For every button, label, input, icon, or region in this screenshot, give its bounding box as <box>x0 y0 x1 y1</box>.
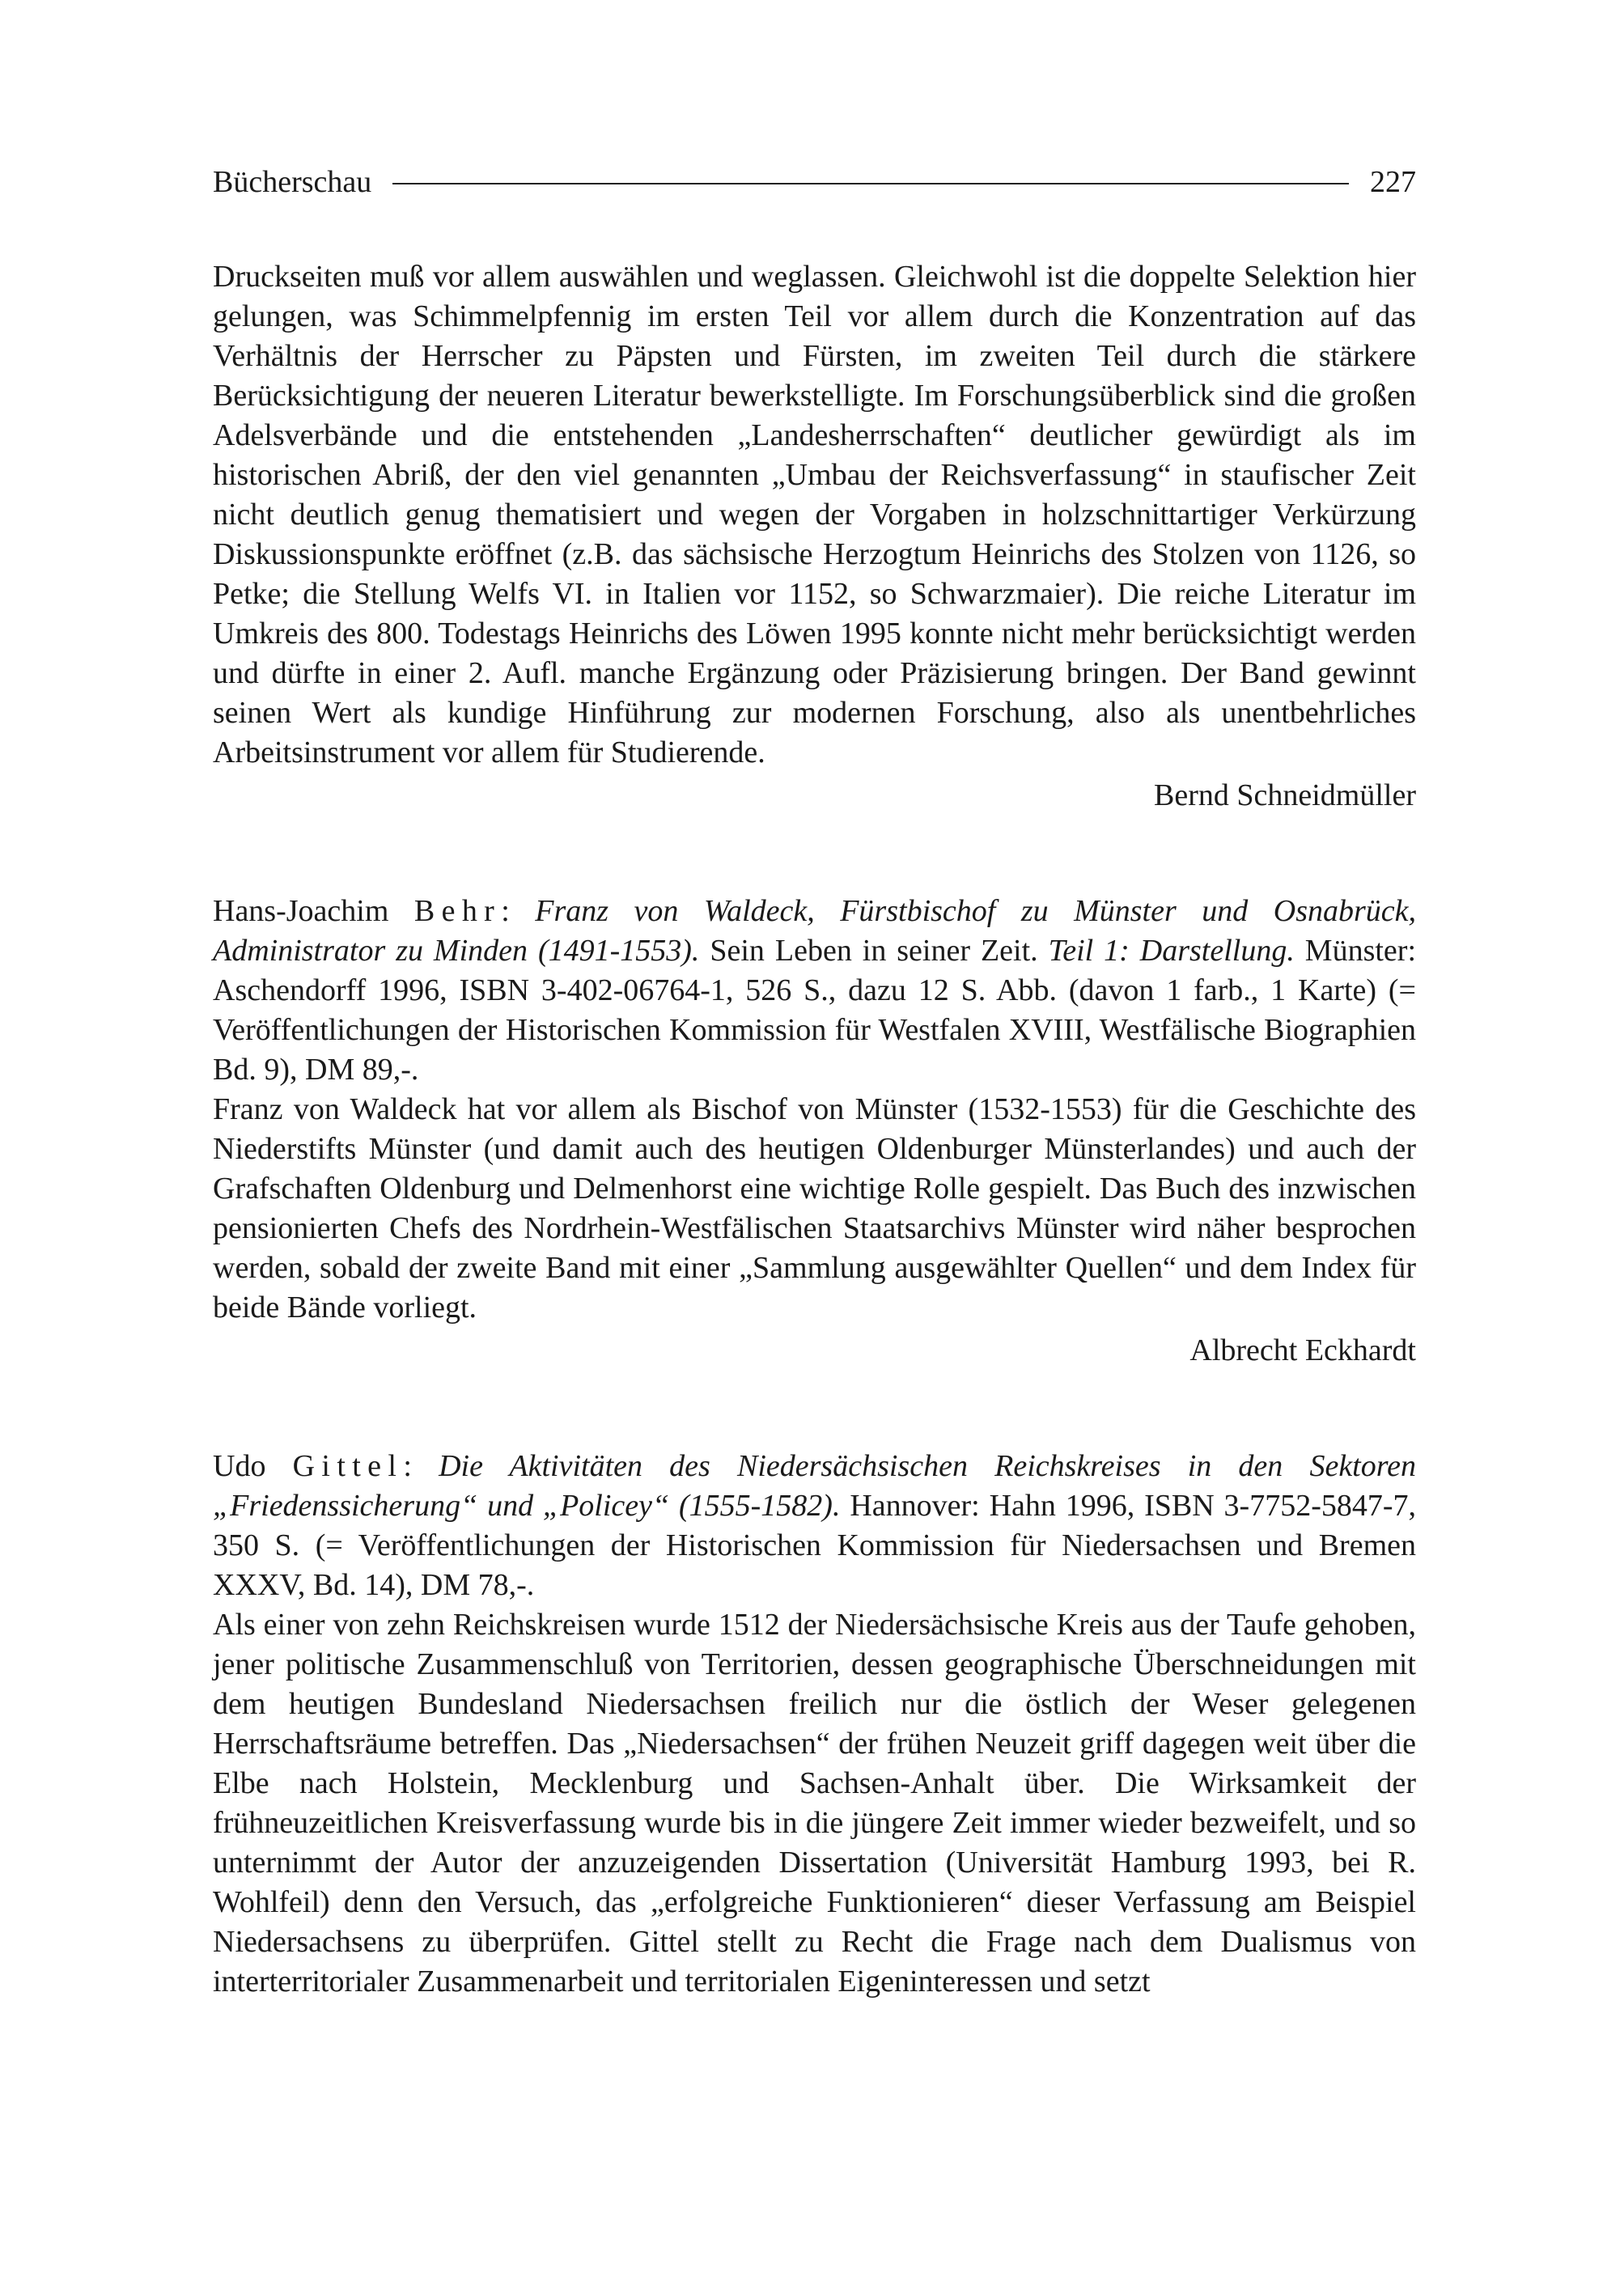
book-imprint: Hannover: Hahn 1996, ISBN 3-7752-5847-7, 350 S. (= Veröffentlichungen der Historischen Kommission für Niedersachsen und Bremen XXXV, Bd. 14), DM 78,-. <box>213 1489 1417 1602</box>
review-text: Franz von Waldeck hat vor allem als Bischof von Münster (1532-1553) für die Geschichte des Niederstifts Münster (und damit auch des heutigen Oldenburger Münsterlandes) und auch der Grafschaften Oldenburg und Delmenhorst eine wichtige Rolle gespielt. Das Buch des inzwischen pensionierten Chefs des Nordrhein-Westfälischen Staatsarchivs Münster wird näher besprochen werden, sobald der zweite Band mit einer „Sammlung ausgewählter Quellen“ und dem Index für beide Bände vorliegt. <box>213 1092 1416 1325</box>
page-number: 227 <box>1370 165 1416 199</box>
bibliographic-entry <box>213 892 1416 1090</box>
review-gittel <box>213 1447 1416 2002</box>
review-text: Als einer von zehn Reichskreisen wurde 1512 der Niedersächsische Kreis aus der Taufe gehoben, jener politische Zusammenschluß von Territorien, dessen geographische Überschneidungen mit dem heutigen Bundesland Niedersachsen freilich nur die östlich der Weser gelegenen Herrschaftsräume betreffen. Das „Niedersachsen“ der frühen Neuzeit griff dagegen weit über die Elbe nach Holstein, Mecklenburg und Sachsen-Anhalt über. Die Wirksamkeit der frühneuzeitlichen Kreisverfassung wurde bis in die jüngere Zeit immer wieder bezweifelt, und so unternimmt der Autor der anzuzeigenden Dissertation (Universität Hamburg 1993, bei R. Wohlfeil) denn den Versuch, das „erfolgreiche Funktionieren“ dieser Verfassung am Beispiel Niedersachsens zu überprüfen. Gittel stellt zu Recht die Frage nach dem Dualismus von interterritorialer Zusammenarbeit und territorialen Eigeninteressen und setzt <box>213 1608 1416 1998</box>
book-part: Teil 1: Darstellung. <box>1048 934 1295 968</box>
review-behr <box>213 892 1416 1371</box>
running-header <box>213 164 1416 200</box>
author-last-name: Gittel <box>292 1449 404 1483</box>
running-title: Bücherschau <box>213 165 372 199</box>
review-schimmelpfennig <box>213 257 1416 816</box>
author-separator: : <box>403 1449 412 1483</box>
reviewer-signature: Bernd Schneidmüller <box>1154 778 1416 812</box>
author-first-name: Hans-Joachim <box>213 894 389 928</box>
book-title: Franz von Waldeck, Fürstbischof zu Münster und Osnabrück, Administrator zu Minden (1491-1553). <box>213 894 1417 968</box>
author-first-name: Udo <box>213 1449 266 1483</box>
book-imprint: Münster: Aschendorff 1996, ISBN 3-402-06764-1, 526 S., dazu 12 S. Abb. (davon 1 farb., 1 Karte) (= Veröffentlichungen der Historischen Kommission für Westfalen XVIII, Westfälische Biographien Bd. 9), DM 89,-. <box>213 934 1417 1087</box>
review-text: Druckseiten muß vor allem auswählen und weglassen. Gleichwohl ist die doppelte Selektion hier gelungen, was Schimmelpfennig im ersten Teil vor allem durch die Konzentration auf das Verhältnis der Herrscher zu Päpsten und Fürsten, im zweiten Teil durch die stärkere Berücksichtigung der neueren Literatur bewerkstelligte. Im Forschungsüberblick sind die großen Adelsverbände und die entstehenden „Landesherrschaften“ deutlicher gewürdigt als im historischen Abriß, der den viel genannten „Umbau der Reichsverfassung“ in staufischer Zeit nicht deutlich genug thematisiert und wegen der Vorgaben in holzschnittartiger Verkürzung Diskussionspunkte eröffnet (z.B. das sächsische Herzogtum Heinrichs des Stolzen von 1126, so Petke; die Stellung Welfs VI. in Italien vor 1152, so Schwarzmaier). Die reiche Literatur im Umkreis des 800. Todestags Heinrichs des Löwen 1995 konnte nicht mehr berücksichtigt werden und dürfte in einer 2. Aufl. manche Ergänzung oder Präzisierung bringen. Der Band gewinnt seinen Wert als kundige Hinführung zur modernen Forschung, also als unentbehrliches Arbeitsinstrument vor allem für Studierende. <box>213 260 1416 769</box>
page-body <box>213 257 1416 2002</box>
book-title: Die Aktivitäten des Niedersächsischen Reichskreises in den Sektoren „Friedenssicherung“ und „Policey“ (1555-1582). <box>213 1449 1416 1523</box>
bibliographic-entry <box>213 1447 1416 1605</box>
author-separator: : <box>501 894 510 928</box>
reviewer-signature: Albrecht Eckhardt <box>1189 1333 1416 1367</box>
book-subtitle: Sein Leben in seiner Zeit. <box>710 934 1038 968</box>
author-last-name: Behr <box>413 894 502 928</box>
header-rule <box>392 183 1349 184</box>
